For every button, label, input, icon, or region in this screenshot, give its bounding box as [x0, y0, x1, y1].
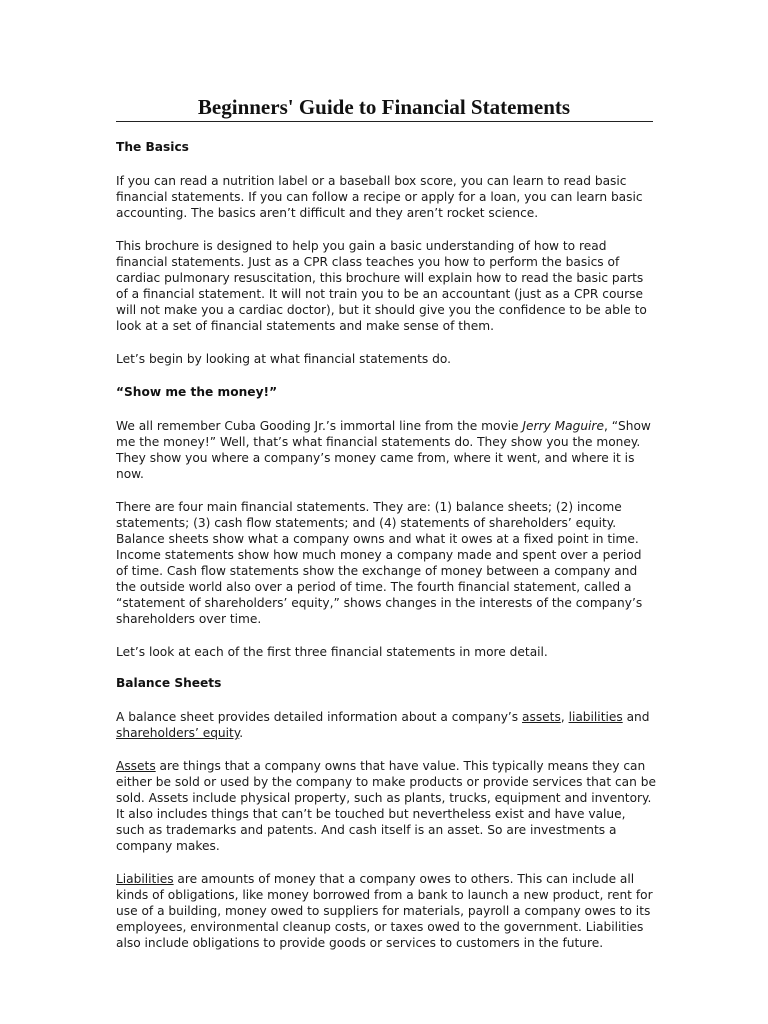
liabilities-text: are amounts of money that a company owes to others. This can include all kinds of obligations, like money borrowed from a bank to launch a new product, rent for use of a building, money owed to suppliers for materials, payroll a company owes to its employees, environmental cleanup costs, or taxes owed to the government. Liabilities also include obligations to provide goods or services to customers in the future. — [116, 872, 653, 950]
assets-text: are things that a company owns that have value. This typically means they can either be sold or used by the company to make products or provide services that can be sold. Assets include physical property, such as plants, trucks, equipment and inventory. It also includes things that can’t be touched but nevertheless exist and have value, such as trademarks and patents. And cash itself is an asset. So are investments a company makes. — [116, 759, 656, 853]
liabilities-term[interactable]: Liabilities — [116, 872, 174, 886]
link-assets[interactable]: assets — [522, 710, 561, 724]
title-rule — [116, 121, 653, 122]
balance-p1-text: A balance sheet provides detailed information about a company’s — [116, 710, 523, 724]
heading-the-basics: The Basics — [116, 140, 189, 154]
money-p1-rest: , “Show me the money!” Well, that’s what financial statements do. They show you the money. They show you where a company’s money came from, where it went, and where it is now. — [116, 419, 651, 481]
basics-paragraph-1: If you can read a nutrition label or a baseball box score, you can learn to read basic financial statements. If you can follow a recipe or apply for a loan, you can learn basic accounting. The basics aren’t difficult and they aren’t rocket science. — [116, 174, 643, 220]
movie-title: Jerry Maguire — [522, 419, 604, 433]
document-body — [116, 139, 656, 968]
heading-show-me-the-money: “Show me the money!” — [116, 385, 278, 399]
heading-balance-sheets: Balance Sheets — [116, 676, 222, 690]
money-paragraph-2: There are four main financial statements. They are: (1) balance sheets; (2) income statements; (3) cash flow statements; and (4) statements of shareholders’ equity. Balance sheets show what a company owns and what it owes at a fixed point in time. Income statements show how much money a company made and spent over a period of time. Cash flow statements show the exchange of money between a company and the outside world also over a period of time. The fourth financial statement, called a “statement of shareholders’ equity,” shows changes in the interests of the company’s shareholders over time. — [116, 500, 643, 626]
basics-paragraph-3: Let’s begin by looking at what financial statements do. — [116, 352, 451, 366]
balance-paragraph-1 — [116, 709, 656, 741]
basics-paragraph-2: This brochure is designed to help you gain a basic understanding of how to read financial statements. Just as a CPR class teaches you how to perform the basics of cardiac pulmonary resuscitation, this brochure will explain how to read the basic parts of a financial statement. It will not train you to be an accountant (just as a CPR course will not make you a cardiac doctor), but it should give you the confidence to be able to look at a set of financial statements and make sense of them. — [116, 239, 647, 333]
assets-paragraph — [116, 758, 656, 854]
money-p1-text: We all remember Cuba Gooding Jr.’s immortal line from the movie — [116, 419, 523, 433]
assets-term[interactable]: Assets — [116, 759, 156, 773]
period: . — [239, 726, 244, 740]
liabilities-paragraph — [116, 871, 656, 951]
document-title: Beginners' Guide to Financial Statements — [197, 95, 571, 119]
sep-2: and — [622, 710, 650, 724]
money-paragraph-1 — [116, 418, 656, 482]
sep-1: , — [560, 710, 569, 724]
money-paragraph-3: Let’s look at each of the first three financial statements in more detail. — [116, 645, 548, 659]
link-liabilities[interactable]: liabilities — [568, 710, 623, 724]
link-shareholders-equity[interactable]: shareholders’ equity — [116, 726, 240, 740]
